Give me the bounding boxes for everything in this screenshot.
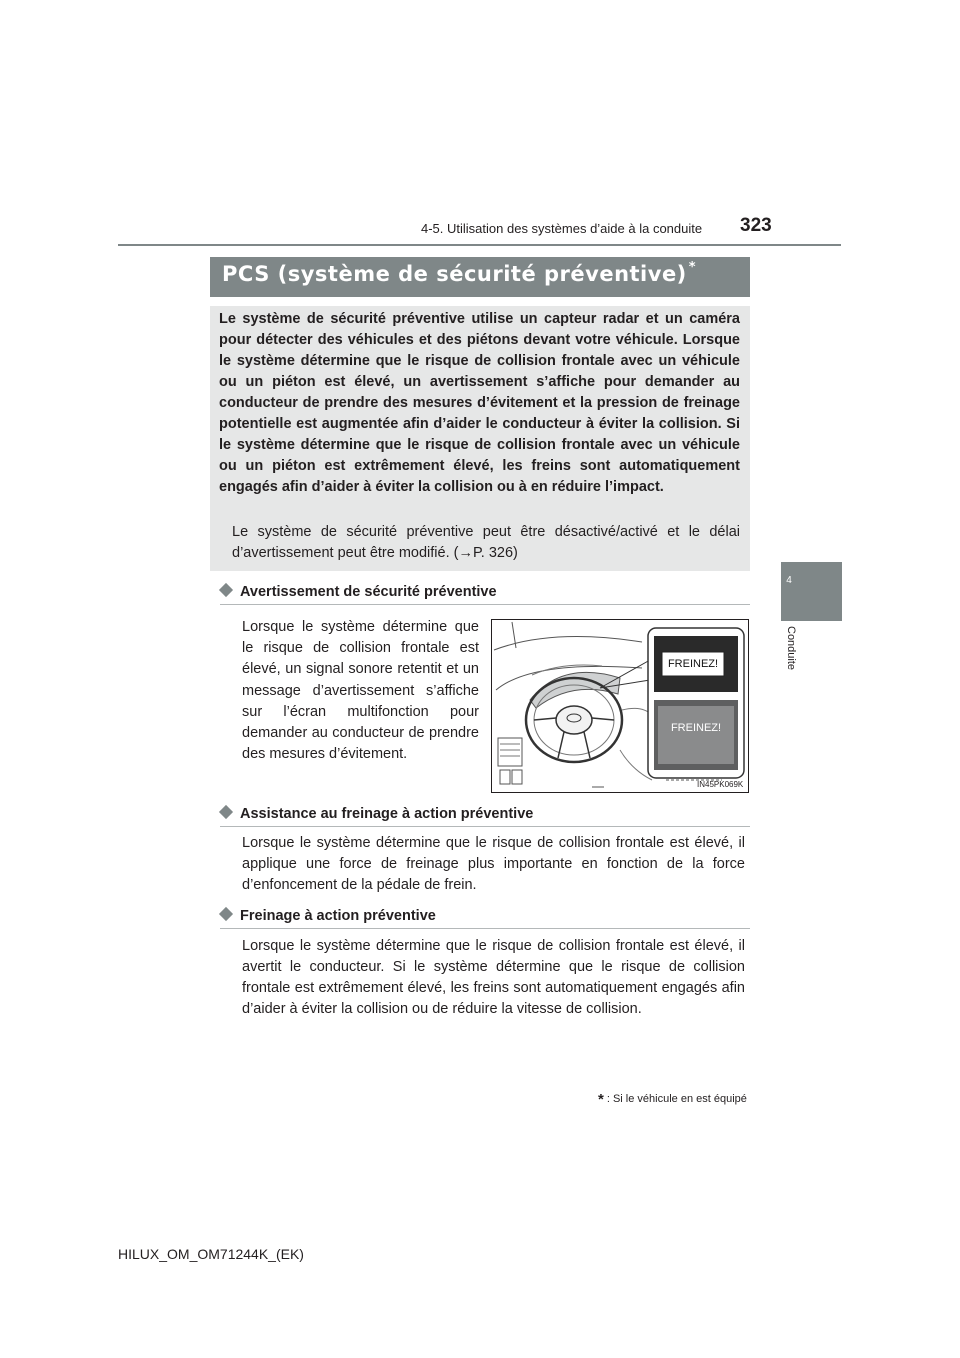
running-header-section: 4-5. Utilisation des systèmes d’aide à la conduite — [421, 221, 703, 236]
intro-normal-text: Le système de sécurité préventive peut être désactivé/activé et le délai d’avertissement peut être modifié. (→P. 326) — [232, 524, 740, 561]
footnote-marker: * — [598, 1091, 604, 1108]
display-warning-bottom: FREINEZ! — [670, 722, 722, 734]
diamond-bullet-icon — [219, 907, 233, 921]
chapter-tab-label-text: Conduite — [785, 626, 797, 671]
page-number: 323 — [740, 215, 772, 236]
section-rule — [220, 928, 750, 929]
chapter-tab-label — [783, 626, 797, 686]
section-rule — [220, 826, 750, 827]
footnote-text: : Si le véhicule en est équipé — [606, 1093, 747, 1105]
header-rule — [118, 244, 841, 246]
display-warning-top: FREINEZ! — [667, 658, 719, 670]
section-heading-text: Assistance au freinage à action préventive — [240, 806, 534, 822]
figure-dashboard-illustration — [491, 619, 749, 793]
footer-doc-id: HILUX_OM_OM71244K_(EK) — [118, 1246, 304, 1262]
diamond-bullet-icon — [219, 805, 233, 819]
section-text-braking: Lorsque le système détermine que le risque de collision frontale est élevé, il avertit le conducteur. Si le système détermine que le risque de collision frontale est extrêmement élevé, les freins sont automatiquement engagés afin d’aider à éviter la collision ou de réduire la vitesse de collision. — [242, 938, 745, 1017]
dashboard-illustration — [492, 620, 748, 792]
section-heading-text: Freinage à action préventive — [240, 908, 436, 924]
section-text-brake-assist: Lorsque le système détermine que le risque de collision frontale est élevé, il applique une force de freinage plus importante en fonction de la force d’enfoncement de la pédale de frein. — [242, 835, 745, 893]
section-rule — [220, 604, 750, 605]
chapter-tab-number: 4 — [786, 575, 792, 586]
footnote — [598, 1089, 747, 1106]
page-title — [222, 262, 696, 286]
section-heading-braking — [221, 908, 436, 924]
chapter-tab — [781, 562, 842, 621]
title-footnote-marker: * — [688, 260, 697, 275]
intro-bold-text: Le système de sécurité préventive utilise un capteur radar et un caméra pour détecter des véhicules et des piétons devant votre véhicule. Lorsque le système détermine que le risque de collision frontale avec un véhicule ou un piéton est élevé, un avertissement s’affiche pour demander au conducteur de prendre des mesures d’évitement et la pression de freinage potentielle est augmentée afin d’aider le conducteur à éviter la collision. Si le système détermine que le risque de collision frontale avec un véhicule ou un piéton est extrêmement élevé, les freins sont automatiquement engagés afin d’aider à éviter la collision ou à en réduire l’impact. — [219, 311, 740, 495]
section-heading-brake-assist — [221, 806, 533, 822]
figure-code: IN45PK069K — [697, 780, 744, 789]
section-text-warning: Lorsque le système détermine que le risque de collision frontale est élevé, un signal sonore retentit et un message d’avertissement s’affiche sur l’écran multifonction pour demander au conducteur de prendre des mesures d’évitement. — [242, 619, 479, 763]
diamond-bullet-icon — [219, 583, 233, 597]
section-heading-text: Avertissement de sécurité préventive — [240, 584, 497, 600]
section-heading-warning — [221, 584, 497, 600]
page-title-text: PCS (système de sécurité préventive) — [222, 262, 687, 286]
